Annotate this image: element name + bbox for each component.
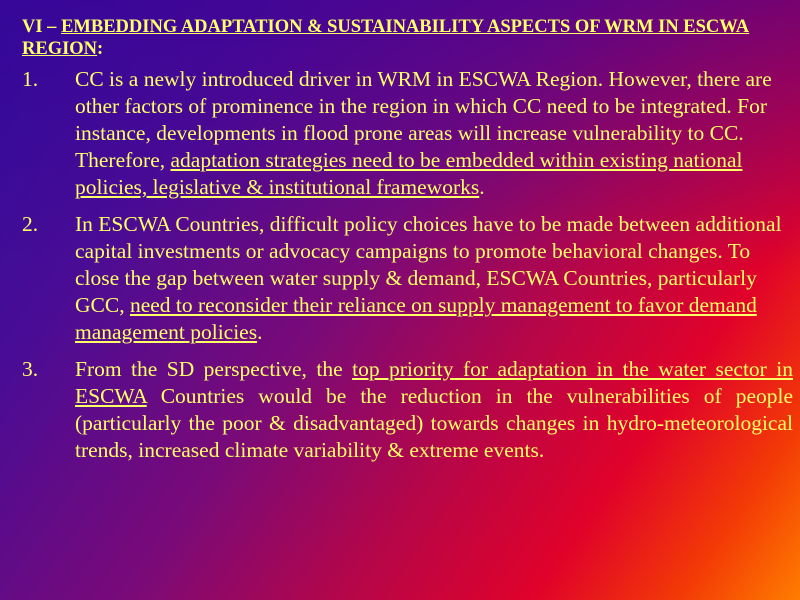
item-number: 2. — [22, 212, 39, 236]
list-item-3 — [22, 356, 793, 464]
slide — [22, 16, 793, 474]
title-underlined: EMBEDDING ADAPTATION & SUSTAINABILITY ASPECTS OF WRM IN ESCWA REGION — [22, 17, 750, 59]
item-text-underlined: adaptation strategies need to be embedded within existing national policies, legislative & institutional frameworks — [75, 148, 743, 199]
item-number: 3. — [22, 357, 39, 381]
slide-title — [22, 16, 793, 60]
title-suffix: : — [97, 39, 104, 59]
list-item-2 — [22, 211, 793, 346]
item-text-after: Countries would be the reduction in the vulnerabilities of people (particularly the poor & disadvantaged) towards changes in hydro-meteorological trends, increased climate variability & extreme events. — [75, 384, 793, 462]
item-text-before: From the SD perspective, the — [75, 357, 353, 381]
item-text-before: CC is a newly introduced driver in WRM in ESCWA Region. However, there are other factors of prominence in the region in which CC need to be integrated. For instance, developments in flood prone areas will increase vulnerability to CC. Therefore, — [75, 67, 772, 172]
item-text-before: In ESCWA Countries, difficult policy choices have to be made between additional capital investments or advocacy campaigns to promote behavioral changes. To close the gap between water supply & demand, ESCWA Countries, particularly GCC, — [75, 212, 782, 317]
point-list — [22, 66, 793, 464]
item-text — [75, 356, 793, 464]
item-text-after: . — [257, 320, 263, 344]
title-prefix: VI – — [22, 17, 62, 37]
item-text-after: . — [479, 175, 485, 199]
item-text — [75, 211, 793, 346]
list-item-1 — [22, 66, 793, 201]
item-text-underlined: need to reconsider their reliance on supply management to favor demand management policies — [75, 293, 757, 344]
item-number: 1. — [22, 67, 39, 91]
item-text — [75, 66, 793, 201]
item-text-underlined: top priority for adaptation in the water sector in ESCWA — [75, 357, 793, 408]
